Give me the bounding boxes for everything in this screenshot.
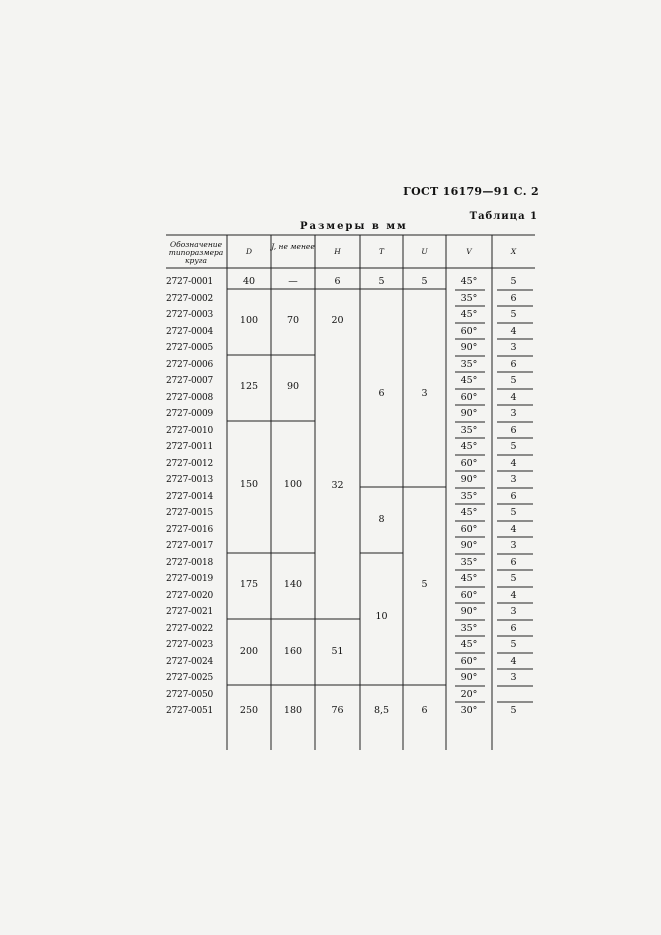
row-code: 2727-0005 xyxy=(166,343,214,353)
col-header-t: T xyxy=(378,247,384,256)
cell-d: 40 xyxy=(242,276,256,287)
cell-x: 5 xyxy=(510,507,517,518)
cell-d: 150 xyxy=(239,479,259,490)
cell-x: 4 xyxy=(510,655,517,667)
row-code: 2727-0002 xyxy=(166,293,214,304)
row-code: 2727-0006 xyxy=(166,359,214,370)
cell-u: 5 xyxy=(421,276,428,287)
row-code: 2727-0010 xyxy=(166,425,214,436)
row-code: 2727-0020 xyxy=(166,590,214,601)
cell-t: 8,5 xyxy=(373,705,390,716)
cell-x: 3 xyxy=(510,408,517,419)
cell-x: 3 xyxy=(510,540,517,551)
cell-j: 140 xyxy=(283,579,303,590)
cell-v: 45° xyxy=(460,441,478,452)
cell-t: 10 xyxy=(375,611,388,622)
row-code: 2727-0014 xyxy=(166,491,214,502)
cell-x: 5 xyxy=(510,276,517,287)
col-header-h: H xyxy=(334,247,341,256)
cell-v: 60° xyxy=(460,523,478,535)
cell-h: 32 xyxy=(331,480,344,491)
cell-u: 3 xyxy=(421,388,428,399)
cell-v: 90° xyxy=(460,606,478,617)
cell-x: 4 xyxy=(510,589,517,601)
row-code: 2727-0008 xyxy=(166,392,214,403)
row-code: 2727-0012 xyxy=(166,458,214,469)
cell-v: 45° xyxy=(460,375,478,386)
cell-x: 6 xyxy=(510,622,517,634)
row-code: 2727-0023 xyxy=(166,640,214,650)
cell-v: 90° xyxy=(460,474,478,485)
cell-h: 76 xyxy=(331,705,344,716)
cell-d: 125 xyxy=(239,381,259,392)
cell-x: 5 xyxy=(510,705,517,716)
cell-x: 4 xyxy=(510,523,517,535)
col-header-u: U xyxy=(421,247,428,256)
cell-v: 60° xyxy=(460,655,478,667)
cell-x: 5 xyxy=(510,309,517,320)
cell-x: 6 xyxy=(510,292,517,304)
cell-t: 8 xyxy=(378,514,385,525)
cell-v: 60° xyxy=(460,391,478,403)
cell-j: — xyxy=(288,276,298,287)
cell-d: 250 xyxy=(239,705,259,716)
cell-v: 45° xyxy=(460,639,478,650)
cell-h: 6 xyxy=(334,276,341,287)
cell-v: 35° xyxy=(460,490,478,502)
cell-v: 35° xyxy=(460,292,478,304)
cell-u: 5 xyxy=(421,579,428,590)
cell-d: 175 xyxy=(239,579,259,590)
cell-x: 3 xyxy=(510,342,517,353)
cell-x: 6 xyxy=(510,556,517,568)
cell-j: 100 xyxy=(283,479,303,490)
row-code: 2727-0050 xyxy=(166,689,214,700)
cell-v: 35° xyxy=(460,556,478,568)
cell-x: 6 xyxy=(510,358,517,370)
cell-v: 30° xyxy=(460,705,478,716)
row-code: 2727-0025 xyxy=(166,673,214,683)
col-header-x: X xyxy=(510,247,517,256)
row-code: 2727-0013 xyxy=(166,475,214,485)
row-code: 2727-0019 xyxy=(166,574,214,584)
cell-v: 45° xyxy=(460,507,478,518)
cell-x: 5 xyxy=(510,573,517,584)
cell-u: 6 xyxy=(421,705,428,716)
col-header-j: J, не менее xyxy=(271,242,315,251)
cell-h: 20 xyxy=(331,315,344,326)
table-caption: Размеры в мм xyxy=(300,221,408,232)
cell-v: 60° xyxy=(460,457,478,469)
cell-v: 90° xyxy=(460,342,478,353)
cell-t: 5 xyxy=(378,276,385,287)
row-code: 2727-0015 xyxy=(166,508,214,518)
row-code: 2727-0003 xyxy=(166,310,214,320)
cell-j: 90 xyxy=(286,381,300,392)
row-code: 2727-0021 xyxy=(166,607,214,617)
cell-x: 5 xyxy=(510,375,517,386)
cell-x: 5 xyxy=(510,639,517,650)
cell-j: 180 xyxy=(283,705,303,716)
row-code: 2727-0016 xyxy=(166,524,214,535)
col-header-d: D xyxy=(245,247,252,256)
cell-v: 90° xyxy=(460,540,478,551)
cell-x: 3 xyxy=(510,672,517,683)
cell-h: 51 xyxy=(331,646,344,657)
cell-v: 45° xyxy=(460,573,478,584)
cell-v: 35° xyxy=(460,424,478,436)
row-code: 2727-0007 xyxy=(166,376,214,386)
row-code: 2727-0009 xyxy=(166,409,214,419)
row-code: 2727-0024 xyxy=(166,656,214,667)
cell-x: 3 xyxy=(510,606,517,617)
cell-x: 4 xyxy=(510,325,517,337)
row-code: 2727-0017 xyxy=(166,541,214,551)
row-code: 2727-0001 xyxy=(166,277,214,287)
document-header: ГОСТ 16179—91 С. 2 xyxy=(403,185,539,198)
table-name: Таблица 1 xyxy=(469,211,538,222)
cell-v: 45° xyxy=(460,276,478,287)
row-code: 2727-0011 xyxy=(166,442,214,452)
col-header-designation: Обозначение типоразмера круга xyxy=(168,240,224,265)
cell-x: 6 xyxy=(510,490,517,502)
cell-v: 20° xyxy=(460,688,478,700)
cell-v: 35° xyxy=(460,358,478,370)
cell-x: 3 xyxy=(510,474,517,485)
cell-x: 4 xyxy=(510,391,517,403)
cell-j: 70 xyxy=(286,315,300,326)
cell-v: 45° xyxy=(460,309,478,320)
cell-v: 60° xyxy=(460,589,478,601)
row-code: 2727-0022 xyxy=(166,623,214,634)
cell-x: 4 xyxy=(510,457,517,469)
cell-v: 90° xyxy=(460,672,478,683)
cell-v: 90° xyxy=(460,408,478,419)
cell-v: 35° xyxy=(460,622,478,634)
col-header-v: V xyxy=(466,247,472,256)
row-code: 2727-0004 xyxy=(166,326,214,337)
cell-v: 60° xyxy=(460,325,478,337)
cell-j: 160 xyxy=(283,646,303,657)
cell-t: 6 xyxy=(378,388,385,399)
cell-x: 5 xyxy=(510,441,517,452)
row-code: 2727-0051 xyxy=(166,706,214,716)
cell-d: 100 xyxy=(239,315,259,326)
cell-d: 200 xyxy=(239,646,259,657)
cell-x: 6 xyxy=(510,424,517,436)
row-code: 2727-0018 xyxy=(166,557,214,568)
